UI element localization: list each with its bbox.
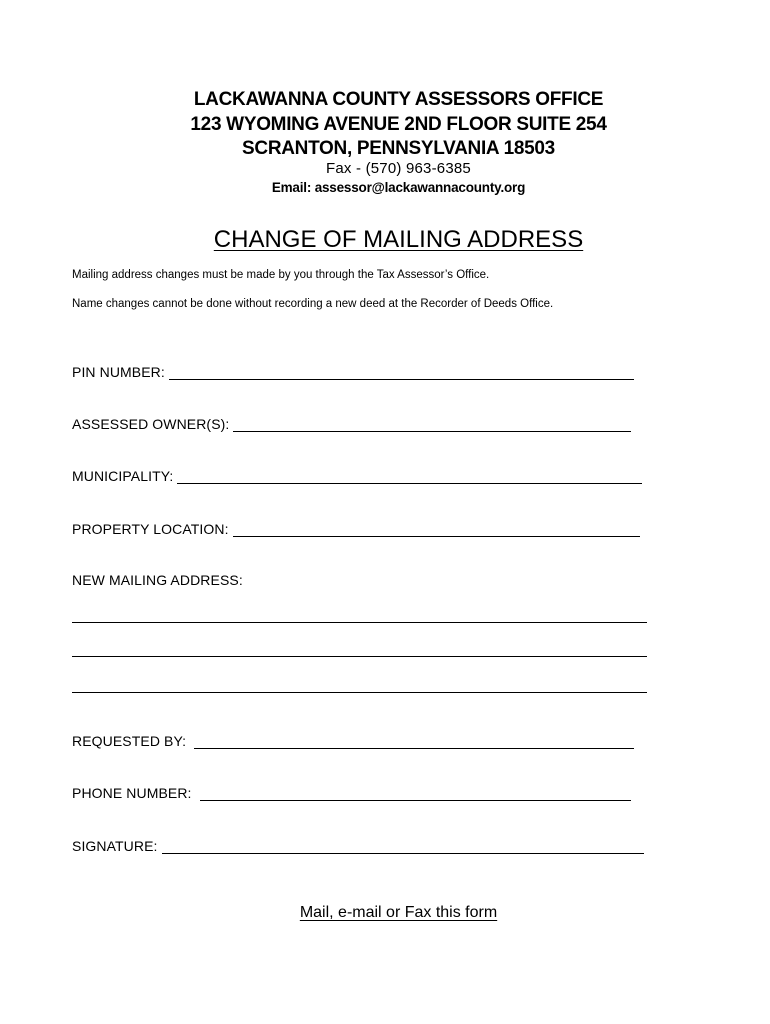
phone-number-label: PHONE NUMBER:	[72, 785, 192, 801]
signature-label: SIGNATURE:	[72, 838, 158, 854]
new-mailing-address-line-2[interactable]	[72, 656, 647, 657]
office-name: LACKAWANNA COUNTY ASSESSORS OFFICE	[193, 89, 604, 110]
form-title: CHANGE OF MAILING ADDRESS	[213, 226, 584, 253]
new-mailing-address-line-3[interactable]	[72, 692, 647, 693]
requested-by-label: REQUESTED BY:	[72, 733, 187, 749]
office-street-address: 123 WYOMING AVENUE 2ND FLOOR SUITE 254	[190, 114, 607, 135]
office-fax: Fax - (570) 963-6385	[326, 160, 471, 177]
new-mailing-address-label: NEW MAILING ADDRESS:	[72, 572, 243, 588]
property-location-row	[72, 519, 640, 537]
assessed-owners-label: ASSESSED OWNER(S):	[72, 416, 230, 432]
property-location-input-line[interactable]	[233, 522, 640, 537]
pin-number-row	[72, 362, 634, 380]
office-city-state-zip: SCRANTON, PENNSYLVANIA 18503	[242, 138, 555, 159]
submission-instruction: Mail, e-mail or Fax this form	[299, 904, 498, 921]
signature-input-line[interactable]	[162, 839, 644, 854]
signature-row	[72, 836, 644, 854]
phone-number-row	[72, 783, 631, 801]
pin-number-label: PIN NUMBER:	[72, 364, 165, 380]
property-location-label: PROPERTY LOCATION:	[72, 521, 229, 537]
assessed-owners-input-line[interactable]	[233, 417, 631, 432]
requested-by-row	[72, 731, 634, 749]
new-mailing-address-line-1[interactable]	[72, 622, 647, 623]
municipality-input-line[interactable]	[177, 469, 642, 484]
new-mailing-address-row	[72, 572, 243, 588]
requested-by-input-line[interactable]	[194, 734, 634, 749]
notice-name-changes: Name changes cannot be done without recording a new deed at the Recorder of Deeds Office.	[72, 298, 554, 310]
assessed-owners-row	[72, 414, 631, 432]
municipality-label: MUNICIPALITY:	[72, 468, 174, 484]
phone-number-input-line[interactable]	[200, 786, 631, 801]
notice-mailing-changes: Mailing address changes must be made by you through the Tax Assessor’s Office.	[72, 269, 490, 281]
pin-number-input-line[interactable]	[169, 365, 634, 380]
municipality-row	[72, 466, 642, 484]
office-email: Email: assessor@lackawannacounty.org	[271, 180, 526, 195]
